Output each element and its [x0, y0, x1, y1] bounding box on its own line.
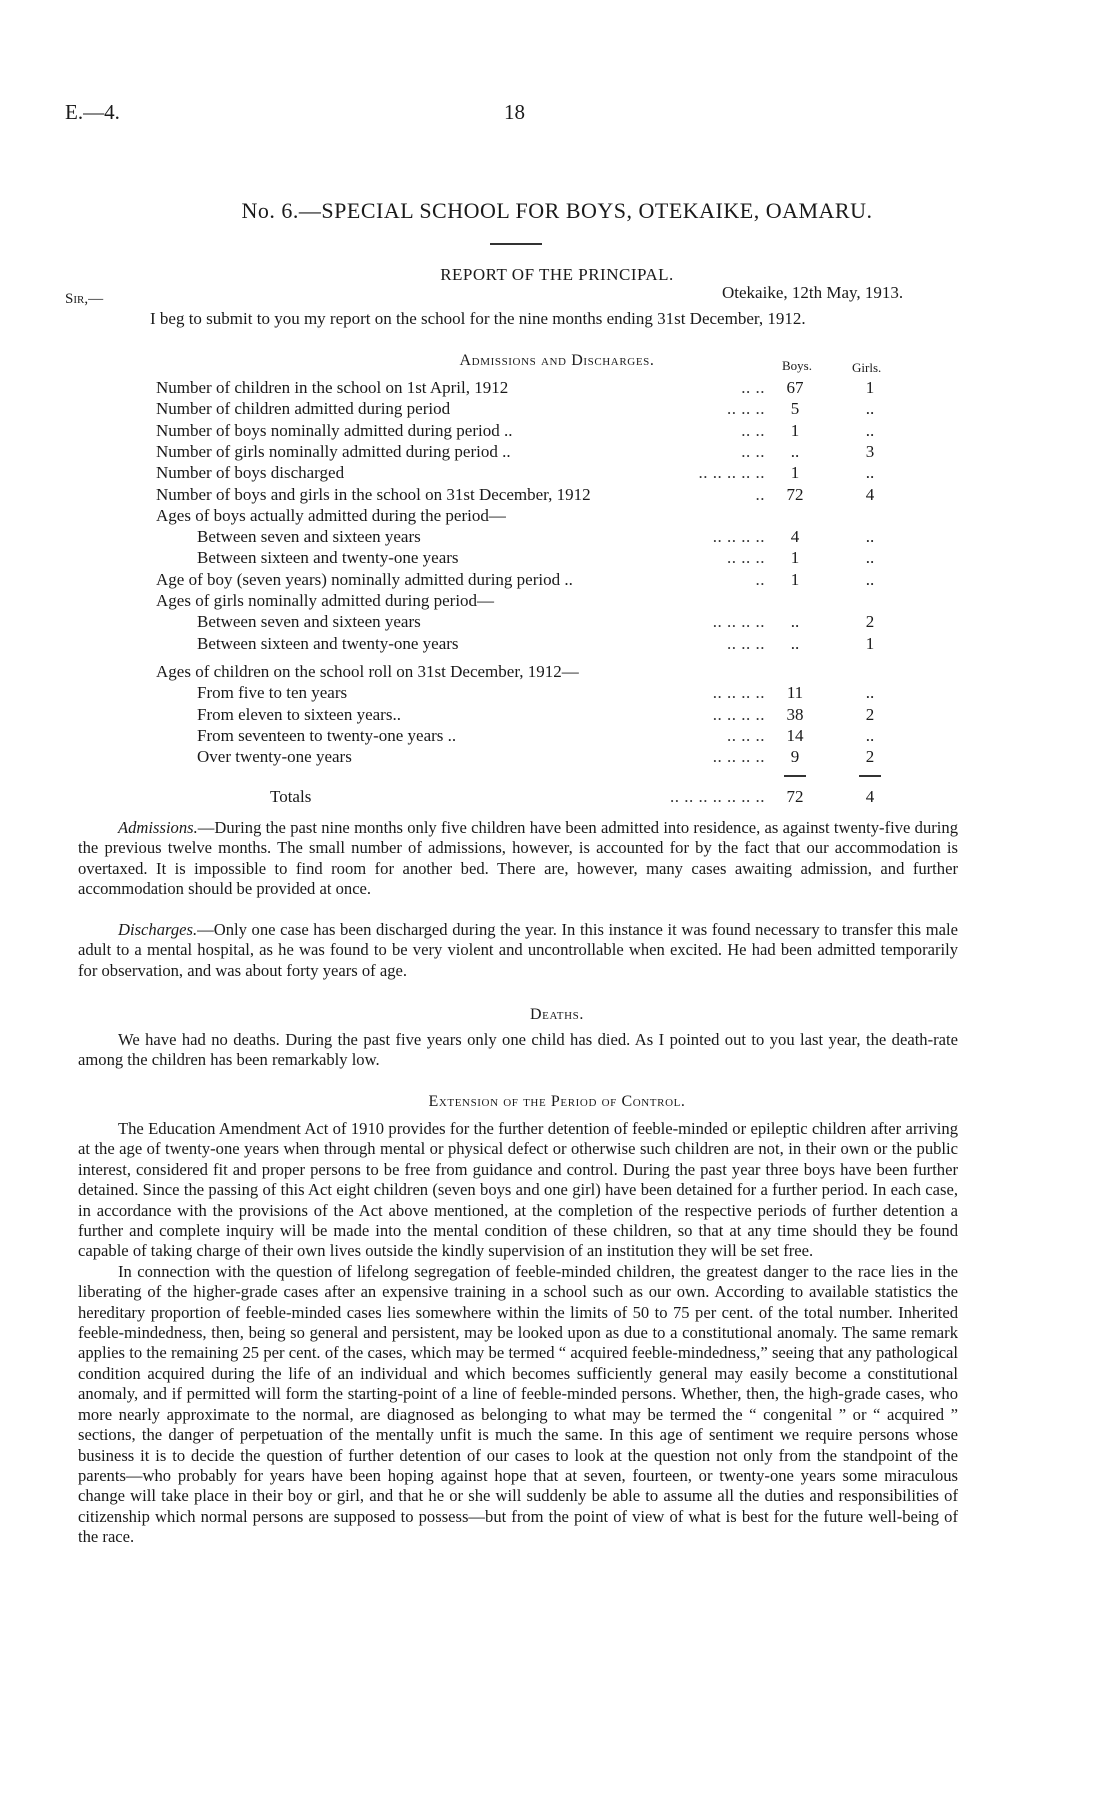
admissions-lead: Admissions.	[118, 818, 198, 837]
row-label: Age of boy (seven years) nominally admitted during period ..	[156, 569, 573, 589]
boys-count: 1	[790, 420, 800, 440]
extension-heading: Extension of the Period of Control.	[428, 1093, 686, 1110]
admissions-text: —During the past nine months only five children have been admitted into residence, as against twenty-five during the previous twelve months. The small number of admissions, however, is accounted for by the fact that our accommodation is overtaxed. It is impossible to find room for another bed. There are, however, many cases awaiting admission, and further accommodation should be provided at once.	[78, 818, 958, 899]
leader-dots: ..	[755, 569, 765, 589]
leader-dots: .. ..	[741, 420, 765, 440]
girls-count: ..	[865, 725, 875, 745]
totals-rule-boys	[784, 775, 806, 777]
leader-dots: .. .. .. .. .. .. ..	[670, 787, 765, 806]
girls-count: ..	[865, 399, 875, 419]
girls-count: ..	[865, 569, 875, 589]
table-row	[0, 705, 1114, 726]
table-row	[0, 612, 1114, 633]
leader-dots: .. .. ..	[727, 399, 765, 419]
table-row	[0, 527, 1114, 548]
leader-dots: .. .. ..	[727, 725, 765, 745]
admissions-heading: Admissions and Discharges.	[459, 352, 655, 369]
column-header-girls: Girls.	[852, 360, 882, 375]
boys-count: 1	[790, 548, 800, 568]
row-label: Between seven and sixteen years	[197, 527, 421, 547]
girls-count: ..	[865, 463, 875, 483]
table-row	[0, 591, 1114, 612]
page-number: 18	[504, 100, 525, 124]
deaths-paragraph	[78, 1030, 958, 1071]
column-header-boys: Boys.	[782, 358, 812, 373]
row-label: Ages of boys actually admitted during the period—	[156, 505, 506, 525]
extension-paragraphs	[78, 1119, 958, 1548]
boys-count: 67	[786, 378, 804, 397]
girls-count: ..	[865, 420, 875, 440]
boys-count: 14	[786, 725, 804, 745]
deaths-text: We have had no deaths. During the past five years only one child has died. As I pointed out to you last year, the death-rate among the children has been remarkably low.	[78, 1030, 958, 1070]
table-row	[0, 548, 1114, 569]
leader-dots: .. ..	[741, 378, 765, 397]
totals-label: Totals	[270, 787, 312, 806]
table-row	[0, 747, 1114, 768]
totals-row	[0, 787, 1114, 808]
row-label: Number of children admitted during period	[156, 399, 451, 419]
totals-girls: 4	[865, 787, 875, 806]
leader-dots: .. .. .. ..	[712, 527, 765, 547]
table-row	[0, 683, 1114, 704]
girls-count: 1	[865, 378, 875, 397]
leader-dots: .. .. ..	[727, 633, 765, 653]
girls-count: 2	[865, 612, 875, 632]
report-title: REPORT OF THE PRINCIPAL.	[440, 265, 674, 284]
row-label: Ages of girls nominally admitted during period—	[156, 591, 495, 610]
title-divider	[490, 243, 542, 245]
girls-count: ..	[865, 683, 875, 703]
discharges-paragraph	[78, 920, 958, 981]
leader-dots: .. ..	[741, 441, 765, 461]
leader-dots: .. .. .. ..	[712, 612, 765, 632]
row-label: Over twenty-one years	[197, 747, 352, 767]
table-row	[0, 421, 1114, 442]
leader-dots: .. .. .. ..	[712, 704, 765, 724]
boys-count: ..	[790, 612, 800, 632]
boys-count: 72	[786, 484, 804, 504]
row-label: Number of boys and girls in the school on 31st December, 1912	[156, 484, 591, 504]
table-row	[0, 662, 1114, 683]
girls-count: 2	[865, 747, 875, 767]
row-label: From eleven to sixteen years..	[197, 704, 401, 724]
row-label: Number of boys discharged	[156, 463, 345, 483]
salutation: Sir,—	[65, 291, 104, 307]
leader-dots: .. .. .. ..	[712, 747, 765, 767]
table-row	[0, 506, 1114, 527]
row-label: From five to ten years	[197, 683, 348, 703]
totals-rule-girls	[859, 775, 881, 777]
boys-count: ..	[790, 633, 800, 653]
boys-count: 4	[790, 527, 800, 547]
intro-paragraph: I beg to submit to you my report on the school for the nine months ending 31st December, 1912.	[150, 309, 806, 328]
leader-dots: .. .. .. .. ..	[698, 463, 765, 483]
row-label: Ages of children on the school roll on 31st December, 1912—	[156, 662, 579, 681]
place-date: Otekaike, 12th May, 1913.	[722, 283, 904, 302]
boys-count: 1	[790, 463, 800, 483]
leader-dots: .. .. ..	[727, 548, 765, 568]
girls-count: 2	[865, 704, 875, 724]
discharges-lead: Discharges.	[118, 920, 198, 939]
row-label: Number of children in the school on 1st April, 1912	[156, 378, 509, 397]
row-label: Number of boys nominally admitted during period ..	[156, 420, 513, 440]
report-code: E.—4.	[65, 100, 120, 124]
row-label: From seventeen to twenty-one years ..	[197, 725, 457, 745]
row-label: Between sixteen and twenty-one years	[197, 548, 459, 568]
girls-count: 1	[865, 633, 875, 653]
discharges-text: —Only one case has been discharged during the year. In this instance it was found necessary to transfer this male adult to a mental hospital, as he was found to be very violent and uncontrollable when excited. He had been admitted temporarily for observation, and was about forty years of age.	[78, 920, 958, 980]
row-label: Between seven and sixteen years	[197, 612, 421, 632]
page-title: No. 6.—SPECIAL SCHOOL FOR BOYS, OTEKAIKE, OAMARU.	[241, 198, 873, 223]
boys-count: 11	[786, 683, 804, 703]
girls-count: 3	[865, 441, 875, 461]
table-row	[0, 634, 1114, 655]
table-row	[0, 726, 1114, 747]
table-row	[0, 485, 1114, 506]
table-row	[0, 378, 1114, 399]
girls-count: 4	[865, 484, 875, 504]
totals-boys: 72	[786, 787, 804, 806]
admissions-paragraph	[78, 818, 958, 900]
girls-count: ..	[865, 527, 875, 547]
girls-count: ..	[865, 548, 875, 568]
boys-count: 38	[786, 704, 804, 724]
leader-dots: ..	[755, 484, 765, 504]
boys-count: 1	[790, 569, 800, 589]
table-row	[0, 399, 1114, 420]
extension-paragraph-2: In connection with the question of lifelong segregation of feeble-minded children, the greatest danger to the race lies in the liberating of the higher-grade cases after an expensive training in a school such as our own. According to available statistics the hereditary proportion of feeble-minded cases lies somewhere within the limits of 50 to 75 per cent. of the total number. Inherited feeble-mindedness, then, being so general and persistent, may be looked upon as due to a constitutional anomaly. The same remark applies to the remaining 25 per cent. of the cases, which may be termed “ acquired feeble-mindedness,” seeing that any pathological condition acquired during the life of an individual and which becomes sufficiently general may easily become a constitutional anomaly, and if permitted will form the starting-point of a line of feeble-minded persons. Whether, then, the high-grade cases, who more nearly approximate to the normal, are diagnosed as belonging to what may be termed the “ congenital ” or “ acquired ” sections, the danger of perpetuation of the mentally unfit is much the same. In this age of sentiment we require persons whose business it is to decide the question of further detention of our cases to look at the question not only from the standpoint of the parents—who probably for years have been hoping against hope that at seven, fourteen, or twenty-one years some miraculous change will take place in their boy or girl, and that he or she will suddenly be able to assume all the duties and responsibilities of citizenship which normal persons are supposed to possess—but from the point of view of what is best for the future well-being of the race.	[78, 1261, 958, 1547]
boys-count: 9	[790, 747, 800, 767]
leader-dots: .. .. .. ..	[712, 683, 765, 703]
deaths-heading: Deaths.	[530, 1006, 584, 1023]
row-label: Between sixteen and twenty-one years	[197, 633, 459, 653]
extension-paragraph-1: The Education Amendment Act of 1910 provides for the further detention of feeble-minded or epileptic children after arriving at the age of twenty-one years when through mental or physical defect or otherwise such children are not, in their own or the public interest, considered fit and proper persons to be free from guidance and control. During the past year three boys have been further detained. Since the passing of this Act eight children (seven boys and one girl) have been detained for a further period. In each case, in accordance with the provisions of the Act above mentioned, at the completion of the respective periods of further detention a further and complete inquiry will be made into the mental condition of these children, so that at any time should they be found capable of taking charge of their own lives outside the kindly supervision of an institution they will be set free.	[78, 1119, 958, 1261]
row-label: Number of girls nominally admitted during period ..	[156, 441, 511, 461]
table-row	[0, 463, 1114, 484]
boys-count: ..	[790, 441, 800, 461]
boys-count: 5	[790, 399, 800, 419]
table-row	[0, 442, 1114, 463]
table-row	[0, 570, 1114, 591]
